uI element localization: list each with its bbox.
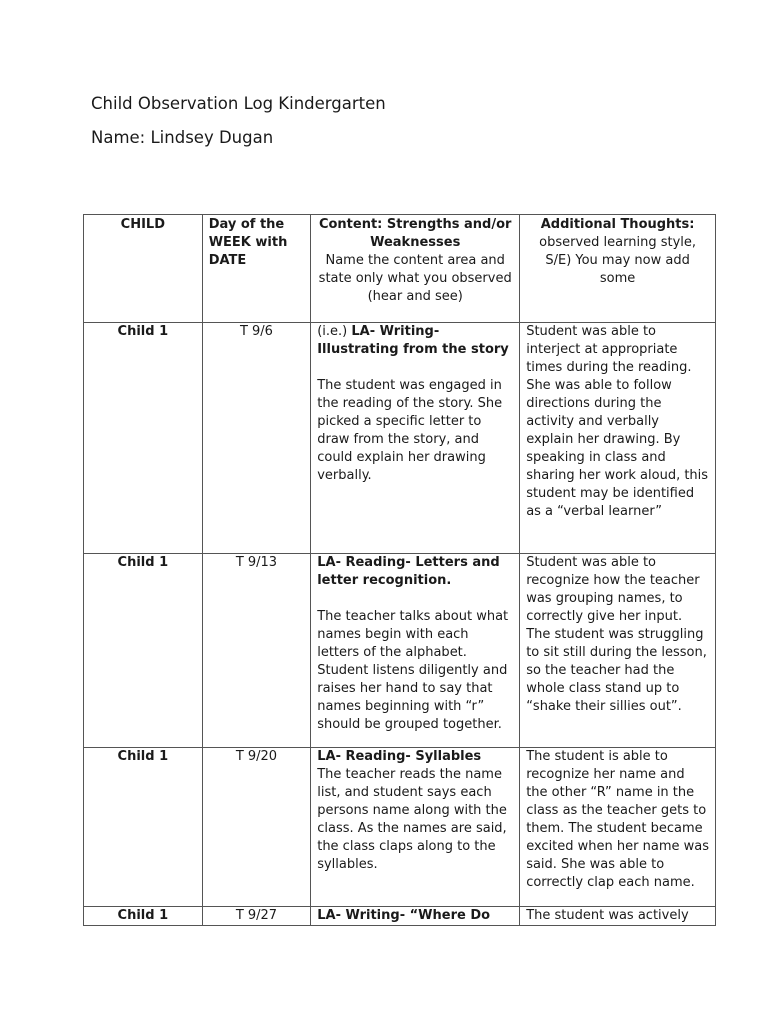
document-title: Child Observation Log Kindergarten: [91, 94, 386, 113]
header-day: Day of the WEEK with DATE: [202, 215, 311, 323]
header-content: Content: Strengths and/or Weaknesses Name the content area and state only what you observed (hear and see): [311, 215, 520, 323]
observation-table: [83, 214, 716, 926]
cell-child: Child 1: [84, 748, 203, 907]
table-row: [84, 907, 716, 926]
author-name: Name: Lindsey Dugan: [91, 128, 274, 147]
cell-content: LA- Reading- Letters and letter recognition. The teacher talks about what names begin with each letters of the alphabet. Student listens diligently and raises her hand to say that names beginning with “r” should be grouped together.: [311, 554, 520, 748]
cell-content: (i.e.) LA- Writing- Illustrating from the story The student was engaged in the reading of the story. She picked a specific letter to draw from the story, and could explain her drawing verbally.: [311, 323, 520, 554]
cell-date: T 9/13: [202, 554, 311, 748]
cell-thoughts: The student is able to recognize her name and the other “R” name in the class as the teacher gets to them. The student became excited when her name was said. She was able to correctly clap each name.: [520, 748, 716, 907]
table-row: [84, 748, 716, 907]
cell-date: T 9/20: [202, 748, 311, 907]
cell-thoughts: Student was able to recognize how the teacher was grouping names, to correctly give her input. The student was struggling to sit still during the lesson, so the teacher had the whole class stand up to “shake their sillies out”.: [520, 554, 716, 748]
header-child: CHILD: [84, 215, 203, 323]
cell-date: T 9/6: [202, 323, 311, 554]
cell-child: Child 1: [84, 554, 203, 748]
cell-child: Child 1: [84, 323, 203, 554]
cell-content: LA- Reading- Syllables The teacher reads the name list, and student says each persons name along with the class. As the names are said, the class claps along to the syllables.: [311, 748, 520, 907]
cell-date: T 9/27: [202, 907, 311, 926]
table-row: [84, 323, 716, 554]
table-header-row: [84, 215, 716, 323]
header-additional: Additional Thoughts: observed learning style, S/E) You may now add some: [520, 215, 716, 323]
cell-content: LA- Writing- “Where Do: [311, 907, 520, 926]
cell-thoughts: The student was actively: [520, 907, 716, 926]
cell-thoughts: Student was able to interject at appropriate times during the reading. She was able to follow directions during the activity and verbally explain her drawing. By speaking in class and sharing her work aloud, this student may be identified as a “verbal learner”: [520, 323, 716, 554]
cell-child: Child 1: [84, 907, 203, 926]
table-row: [84, 554, 716, 748]
